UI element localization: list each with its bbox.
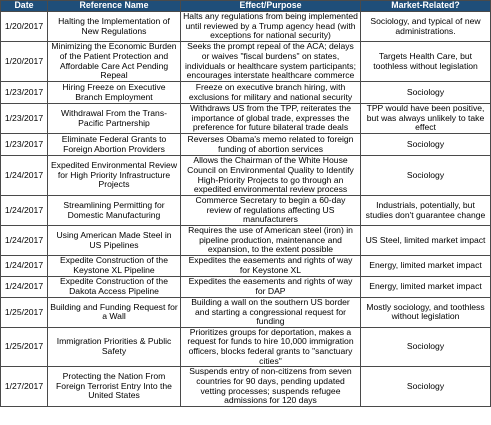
table-row <box>1 156 491 196</box>
table-row <box>1 42 491 82</box>
header-date: Date <box>1 1 48 12</box>
date-cell: 1/24/2017 <box>1 196 48 226</box>
market-cell: TPP would have been positive, but was always unlikely to take effect <box>361 104 491 134</box>
market-cell: Energy, limited market impact <box>361 256 491 277</box>
table-row <box>1 196 491 226</box>
market-cell: Sociology <box>361 82 491 104</box>
table-row <box>1 12 491 42</box>
date-cell: 1/24/2017 <box>1 277 48 298</box>
date-cell: 1/23/2017 <box>1 134 48 156</box>
table-row <box>1 327 491 366</box>
reference-cell: Withdrawal From the Trans-Pacific Partnership <box>48 104 181 134</box>
header-effect-purpose: Effect/Purpose <box>181 1 361 12</box>
reference-cell: Minimizing the Economic Burden of the Patient Protection and Affordable Care Act Pending Repeal <box>48 42 181 82</box>
effect-cell: Expedites the easements and rights of way for DAP <box>181 277 361 298</box>
table-row <box>1 298 491 328</box>
effect-cell: Reverses Obama's memo related to foreign funding of abortion services <box>181 134 361 156</box>
effect-cell: Seeks the prompt repeal of the ACA; delays or waives "fiscal burdens" on states, individuals or healthcare system participants; encourages interstate healthcare commerce <box>181 42 361 82</box>
reference-cell: Expedited Environmental Review for High Priority Infrastructure Projects <box>48 156 181 196</box>
date-cell: 1/23/2017 <box>1 104 48 134</box>
effect-cell: Halts any regulations from being implemented until reviewed by a Trump agency head (with exceptions for national security) <box>181 12 361 42</box>
market-cell: Sociology <box>361 327 491 366</box>
reference-cell: Building and Funding Request for a Wall <box>48 298 181 328</box>
table-row <box>1 256 491 277</box>
reference-cell: Protecting the Nation From Foreign Terrorist Entry Into the United States <box>48 367 181 407</box>
table-row <box>1 277 491 298</box>
table-row <box>1 104 491 134</box>
date-cell: 1/24/2017 <box>1 156 48 196</box>
effect-cell: Building a wall on the southern US border and starting a congressional request for funding <box>181 298 361 328</box>
market-cell: Sociology <box>361 156 491 196</box>
table-row <box>1 134 491 156</box>
date-cell: 1/24/2017 <box>1 256 48 277</box>
table-row <box>1 82 491 104</box>
reference-cell: Expedite Construction of the Dakota Access Pipeline <box>48 277 181 298</box>
effect-cell: Commerce Secretary to begin a 60-day review of regulations affecting US manufacturers <box>181 196 361 226</box>
effect-cell: Prioritizes groups for deportation, makes a request for funds to hire 10,000 immigration officers, blocks federal grants to "sanctuary cities" <box>181 327 361 366</box>
date-cell: 1/25/2017 <box>1 298 48 328</box>
header-row <box>1 1 491 12</box>
reference-cell: Eliminate Federal Grants to Foreign Abortion Providers <box>48 134 181 156</box>
reference-cell: Expedite Construction of the Keystone XL Pipeline <box>48 256 181 277</box>
market-cell: Mostly sociology, and toothless without legislation <box>361 298 491 328</box>
effect-cell: Suspends entry of non-citizens from seven countries for 90 days, pending updated vetting processes; suspends refugee admissions for 120 days <box>181 367 361 407</box>
date-cell: 1/27/2017 <box>1 367 48 407</box>
effect-cell: Expedites the easements and rights of way for Keystone XL <box>181 256 361 277</box>
reference-cell: Streamlining Permitting for Domestic Manufacturing <box>48 196 181 226</box>
date-cell: 1/24/2017 <box>1 226 48 256</box>
reference-cell: Using American Made Steel in US Pipelines <box>48 226 181 256</box>
reference-cell: Immigration Priorities & Public Safety <box>48 327 181 366</box>
header-reference-name: Reference Name <box>48 1 181 12</box>
market-cell: Sociology, and typical of new administrations. <box>361 12 491 42</box>
reference-cell: Hiring Freeze on Executive Branch Employment <box>48 82 181 104</box>
effect-cell: Requires the use of American steel (iron) in pipeline production, maintenance and expansion, to the extent possible <box>181 226 361 256</box>
header-market-related: Market-Related? <box>361 1 491 12</box>
market-cell: Energy, limited market impact <box>361 277 491 298</box>
market-cell: US Steel, limited market impact <box>361 226 491 256</box>
market-cell: Sociology <box>361 367 491 407</box>
reference-cell: Halting the Implementation of New Regulations <box>48 12 181 42</box>
market-cell: Industrials, potentially, but studies don't guarantee change <box>361 196 491 226</box>
effect-cell: Freeze on executive branch hiring, with exclusions for military and national security <box>181 82 361 104</box>
table-row <box>1 226 491 256</box>
date-cell: 1/20/2017 <box>1 12 48 42</box>
date-cell: 1/25/2017 <box>1 327 48 366</box>
date-cell: 1/20/2017 <box>1 42 48 82</box>
market-cell: Sociology <box>361 134 491 156</box>
market-cell: Targets Health Care, but toothless without legislation <box>361 42 491 82</box>
date-cell: 1/23/2017 <box>1 82 48 104</box>
effect-cell: Allows the Chairman of the White House Council on Environmental Quality to Identify High-Priority Projects to go through an expedited environmental review process <box>181 156 361 196</box>
effect-cell: Withdraws US from the TPP, reiterates the importance of global trade, expresses the preference for future bilateral trade deals <box>181 104 361 134</box>
table-row <box>1 367 491 407</box>
